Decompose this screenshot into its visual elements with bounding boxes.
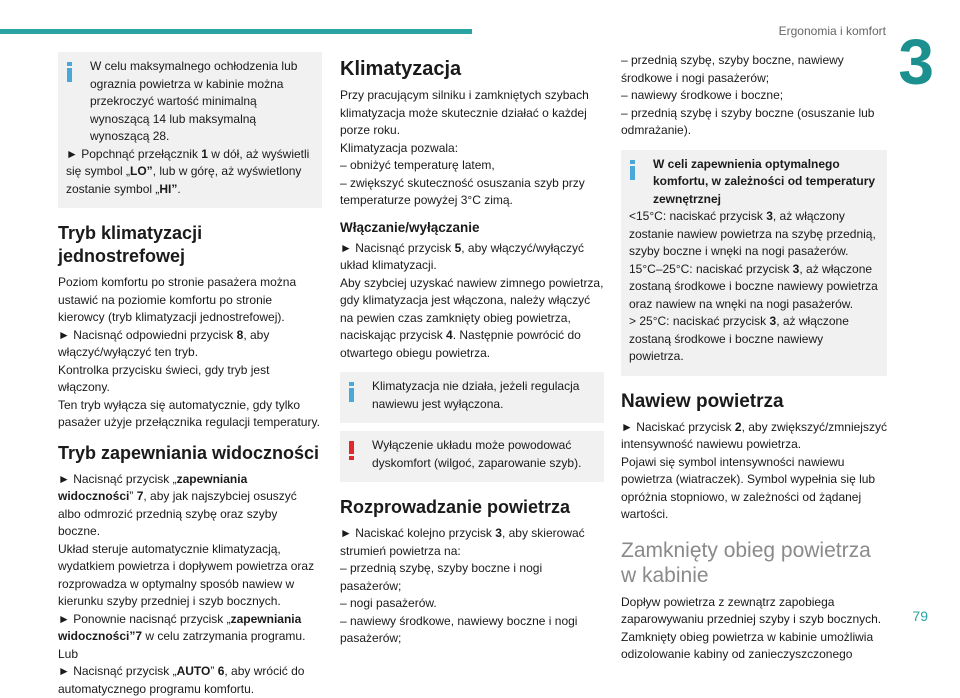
info-note — [340, 372, 604, 423]
instruction: ► Nacisnąć przycisk „zapewniania widoczności” 7, aby jak najszybciej osuszyć albo odmrozić przednią szybę oraz szyby boczne. — [58, 471, 297, 538]
paragraph: Dopływ powietrza z zewnątrz zapobiega zaparowywaniu przedniej szyby i szyb bocznych. — [621, 594, 882, 626]
note-text: W celu maksymalnego ochłodzenia lub — [90, 59, 298, 73]
list-item: – obniżyć temperaturę latem, — [340, 158, 495, 172]
paragraph: Zamknięty obieg powietrza w kabinie umożliwia odizolowanie kabiny od zanieczyszczonego — [621, 629, 874, 661]
paragraph: Pojawi się symbol intensywności nawiewu powietrza (wiatraczek). Symbol wypełnia się lub opróżnia stopniowo, w zależności od żądanej wartości. — [621, 454, 876, 521]
header-accent-bar — [0, 29, 472, 34]
instruction: ► Nacisnąć odpowiedni przycisk 8, aby włączyć/wyłączyć ten tryb. — [58, 327, 270, 359]
list-item: – nogi pasażerów. — [340, 596, 437, 610]
info-note-top — [58, 52, 322, 208]
note-text: Wyłączenie układu może powodować dyskomfort (wilgoć, zaparowanie szyb). — [372, 438, 582, 470]
heading-air-conditioning: Klimatyzacja — [340, 58, 462, 80]
note-title: W celi zapewnienia optymalnego — [653, 156, 840, 171]
paragraph: Kontrolka przycisku świeci, gdy tryb jest włączony. — [58, 362, 270, 394]
heading-air-distribution: Rozprowadzanie powietrza — [340, 497, 571, 517]
page-number: 79 — [912, 608, 928, 624]
chapter-number: 3 — [898, 26, 934, 98]
heading-on-off: Włączanie/wyłączanie — [340, 219, 480, 235]
heading-recirculation: Zamknięty obieg powietrza w kabinie — [621, 538, 871, 587]
note-text: > 25°C: naciskać przycisk 3, aż włączone zostaną środkowe i boczne nawiewy powietrza. — [629, 314, 849, 363]
paragraph: Klimatyzacja pozwala: — [340, 140, 459, 155]
note-title: komfortu, w zależności od temperatury zewnętrznej — [653, 174, 876, 206]
heading-single-zone: Tryb klimatyzacji jednostrefowej — [58, 223, 203, 266]
instruction: ► Naciskać przycisk 2, aby zwiększyć/zmniejszyć intensywność nawiewu powietrza. — [621, 419, 887, 451]
paragraph: Ten tryb wyłącza się automatycznie, gdy tylko pasażer użyje przełącznika regulacji temperatury. — [58, 397, 320, 429]
note-text: Klimatyzacja nie działa, jeżeli regulacja nawiewu jest wyłączona. — [372, 379, 580, 411]
column-3 — [621, 52, 887, 664]
note-text: ► Popchnąć przełącznik 1 w dół, aż wyświetli się symbol „LO”, lub w górę, aż wyświetlony zostanie symbol „HI”. — [66, 146, 310, 196]
paragraph: Aby szybciej uzyskać nawiew zimnego powietrza, gdy klimatyzacja jest włączona, należy włączyć na pewien czas zamknięty obieg powietrza, naciskając przycisk 4. Następnie powrócić do otwartego obiegu powietrza. — [340, 275, 604, 360]
instruction: ► Ponownie nacisnąć przycisk „zapewniania widoczności”7 w celu zatrzymania programu. — [58, 611, 306, 643]
list-item: – nawiewy środkowe, nawiewy boczne i nogi pasażerów; — [340, 613, 578, 645]
heading-air-flow: Nawiew powietrza — [621, 390, 784, 412]
paragraph: Lub — [58, 646, 79, 661]
column-1 — [58, 52, 322, 698]
info-note-comfort — [621, 150, 887, 376]
paragraph: Układ steruje automatycznie klimatyzacją, wydatkiem powietrza i dopływem powietrza oraz rozprowadza w optymalny sposób nawiew w kierunku szyby przedniej i szyb bocznych. — [58, 541, 315, 608]
note-text: <15°C: naciskać przycisk 3, aż włączony zostanie nawiew powietrza na szybę przednią, szyby boczne i wnęki na nogi pasażerów. — [629, 209, 876, 258]
warning-note — [340, 431, 604, 482]
instruction: ► Nacisnąć przycisk „AUTO” 6, aby wrócić do automatycznego programu komfortu. — [58, 664, 305, 696]
heading-visibility: Tryb zapewniania widoczności — [58, 442, 320, 463]
paragraph: Przy pracującym silniku i zamkniętych szybach klimatyzacja może skutecznie działać o każdej porze roku. — [340, 88, 589, 137]
paragraph: Poziom komfortu po stronie pasażera można ustawić na poziomie komfortu po stronie kierowcy (tryb klimatyzacji jednostrefowej). — [58, 275, 297, 324]
instruction: ► Naciskać kolejno przycisk 3, aby skierować strumień powietrza na: — [340, 526, 585, 558]
list-item: – nawiewy środkowe i boczne; — [621, 88, 784, 102]
list-item: – zwiększyć skuteczność osuszania szyb przy temperaturze powyżej 3°C zimą. — [340, 175, 585, 207]
list-item: – przednią szybę, szyby boczne i nogi pasażerów; — [340, 561, 543, 593]
list-item: – przednią szybę i szyby boczne (osuszanie lub odmrażanie). — [621, 105, 875, 137]
note-text: 15°C–25°C: naciskać przycisk 3, aż włączone zostaną środkowe i boczne nawiewy powietrza oraz nawiew na wnęki na nogi pasażerów. — [629, 261, 878, 311]
section-title: Ergonomia i komfort — [778, 24, 886, 38]
list-item: – przednią szybę, szyby boczne, nawiewy środkowe i nogi pasażerów; — [621, 53, 844, 85]
instruction: ► Nacisnąć przycisk 5, aby włączyć/wyłączyć układ klimatyzacji. — [340, 240, 584, 272]
column-2 — [340, 52, 604, 648]
note-text: ograznia powietrza w kabinie można przekroczyć wartość minimalną wynoszącą 14 lub maksymalną wynoszącą 28. — [90, 76, 284, 143]
